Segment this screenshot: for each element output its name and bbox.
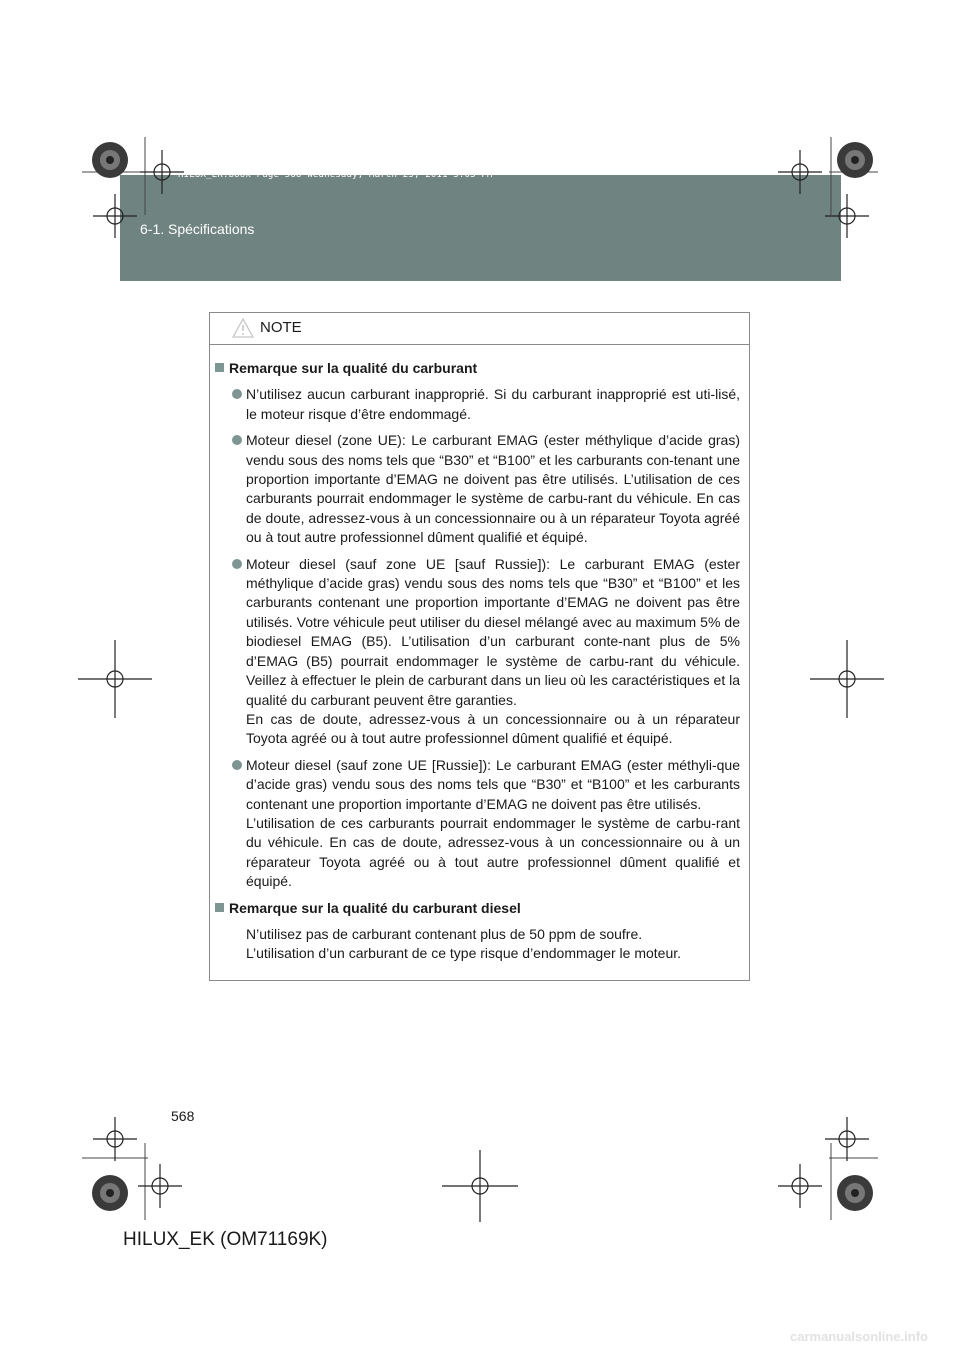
registration-mark-icon: [138, 1164, 182, 1208]
registration-mark-icon: [810, 640, 884, 718]
note-header: [210, 313, 749, 345]
color-target-icon: [837, 1175, 873, 1211]
note-box: [209, 312, 750, 981]
section-heading: Remarque sur la qualité du carburant: [215, 359, 740, 378]
document-code: HILUX_EK (OM71169K): [123, 1229, 328, 1250]
color-target-icon: [92, 1175, 128, 1211]
paragraph: L’utilisation d’un carburant de ce type risque d’endommager le moteur.: [246, 945, 682, 962]
registration-mark-icon: [825, 1117, 869, 1161]
section-heading: Remarque sur la qualité du carburant diesel: [215, 899, 740, 918]
watermark: carmanualsonline.info: [790, 1329, 928, 1344]
paragraph: N’utilisez pas de carburant contenant plus de 50 ppm de soufre.: [246, 925, 643, 942]
round-bullet-icon: [232, 760, 242, 770]
round-bullet-icon: [232, 389, 242, 399]
print-stamp: HILUX_EK.book Page 568 Wednesday, March 23, 2011 3:03 PM: [178, 170, 493, 180]
color-target-icon: [837, 142, 873, 178]
square-bullet-icon: [215, 903, 224, 912]
round-bullet-icon: [232, 559, 242, 569]
page-number: 568: [171, 1108, 195, 1124]
color-target-icon: [92, 142, 128, 178]
round-bullet-icon: [232, 435, 242, 445]
registration-mark-icon: [778, 1164, 822, 1208]
square-bullet-icon: [215, 363, 224, 372]
section-label: 6-1. Spécifications: [140, 221, 255, 237]
bullet-item: Moteur diesel (sauf zone UE [Russie]): Le carburant EMAG (ester méthyli-que d’acide gras) vendu sous des noms tels que “B30” et “B100” et les carburants contenant une proportion importante d’EMAG ne doivent pas être utilisés. L’utilisation de ces carburants pourrait endommager le système de carbu-rant du véhicule. En cas de doute, adressez-vous à un concessionnaire ou à un réparateur Toyota agréé ou à tout autre professionnel dûment qualifié et équipé.: [215, 756, 740, 892]
bullet-item: Moteur diesel (sauf zone UE [sauf Russie]): Le carburant EMAG (ester méthylique d’acide gras) vendu sous des noms tels que “B30” et “B100” et les carburants contenant une proportion importante d’EMAG ne doivent pas être utilisés. Votre véhicule peut utiliser du diesel mélangé avec au maximum 5% de biodiesel EMAG (B5). L’utilisation d’un carburant conte-nant plus de 5% d’EMAG (B5) pourrait endommager le système de carbu-rant du véhicule. Veillez à effectuer le plein de carburant dans un lieu où les caractéristiques et la qualité du carburant peuvent être garanties. En cas de doute, adressez-vous à un concessionnaire ou à un réparateur Toyota agréé ou à tout autre professionnel dûment qualifié et équipé.: [215, 555, 740, 749]
registration-mark-icon: [93, 1117, 137, 1161]
bullet-item: N’utilisez aucun carburant inapproprié. Si du carburant inapproprié est uti-lisé, le moteur risque d’être endommagé.: [215, 385, 740, 424]
registration-mark-icon: [442, 1150, 518, 1222]
note-body: [210, 345, 749, 964]
warning-triangle-icon: [232, 318, 254, 338]
note-title: NOTE: [260, 319, 302, 336]
registration-mark-icon: [78, 640, 152, 718]
bullet-item: Moteur diesel (zone UE): Le carburant EMAG (ester méthylique d’acide gras) vendu sous des noms tels que “B30” et “B100” et les carburants con-tenant une proportion importante d’EMAG ne doivent pas être utilisés. L’utilisation de ces carburants pourrait endommager le système de carbu-rant du véhicule. En cas de doute, adressez-vous à un concessionnaire ou à un réparateur Toyota agréé ou à tout autre professionnel dûment qualifié et équipé.: [215, 431, 740, 547]
